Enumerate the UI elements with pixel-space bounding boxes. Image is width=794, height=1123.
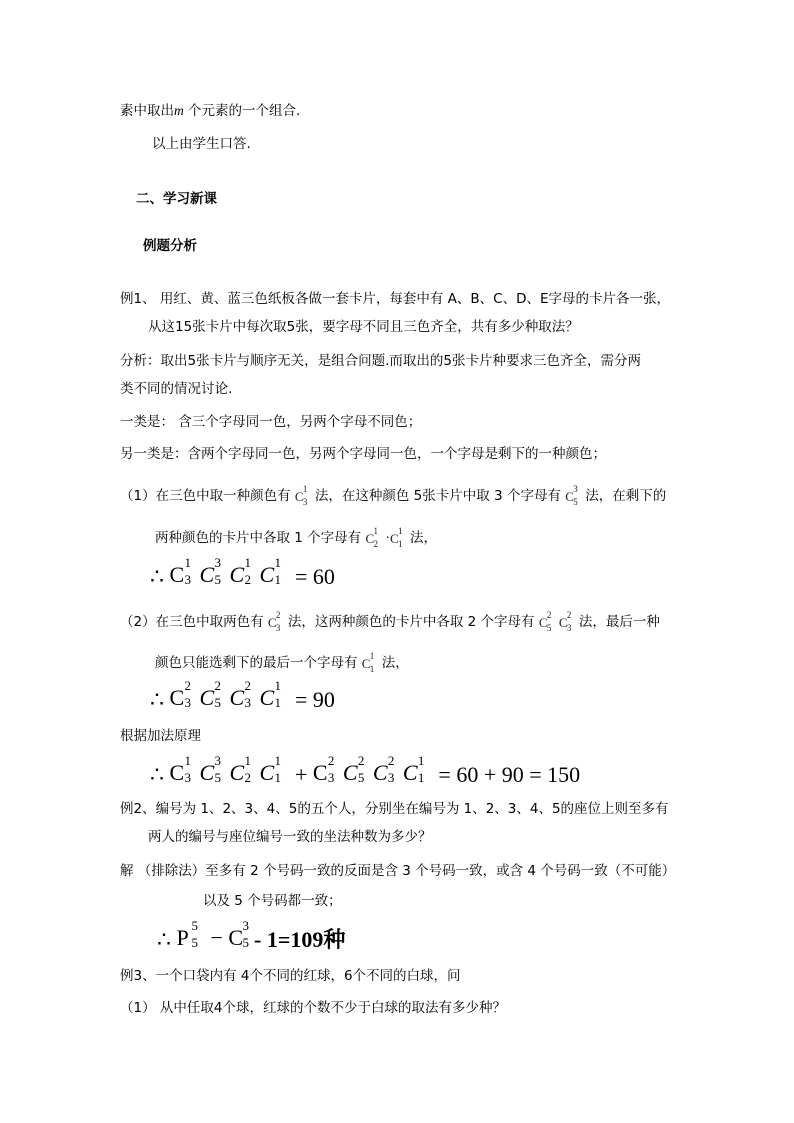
math-symbol: C (267, 615, 277, 630)
case-2-line-2 (155, 653, 409, 672)
math-operator: + (295, 762, 308, 787)
math-sup: 1 (184, 753, 191, 768)
math-sub: 3 (327, 770, 335, 785)
math-symbol: C (294, 489, 304, 504)
math-sub: 3 (184, 695, 191, 710)
text-fragment: 法，最后一种 (578, 614, 660, 630)
formula-1 (150, 555, 335, 590)
question-1: （1） 从中任取4个球，红球的个数不少于白球的取法有多少种？ (120, 1000, 506, 1016)
math-symbol: C (342, 760, 358, 785)
math-sub: 2 (244, 572, 251, 587)
math-sub: 3 (302, 497, 308, 507)
text-fragment: 法，在这种颜色 5张卡片中取 3 个字母有 (314, 488, 561, 504)
math-sub: 1 (397, 539, 403, 549)
math-sub: 5 (242, 935, 249, 950)
math-sub: 5 (214, 572, 221, 587)
math-combination (267, 610, 288, 633)
math-result: = 60 + 90 = 150 (438, 762, 581, 787)
formula-4 (157, 918, 346, 954)
text-fragment: 两种颜色的卡片中各取 1 个字母有 (155, 530, 362, 546)
math-sup: 2 (214, 678, 221, 693)
math-sub: 1 (274, 770, 281, 785)
math-combination (294, 484, 315, 507)
math-sub: 1 (274, 695, 281, 710)
math-term: − C (210, 925, 244, 950)
analysis-line-2: 类不同的情况讨论. (120, 381, 233, 397)
sub-heading: 例题分析 (143, 238, 197, 254)
math-sup: 1 (184, 555, 191, 570)
math-sub: 3 (275, 623, 281, 633)
math-symbol: P (176, 925, 189, 950)
example-2-line-2: 两人的编号与座位编号一致的坐法种数为多少？ (148, 829, 432, 845)
math-sup: 1 (373, 526, 378, 536)
math-combination (389, 526, 410, 549)
text-line (120, 102, 300, 120)
math-result: - 1=109种 (254, 927, 346, 952)
math-sup: 5 (191, 918, 198, 933)
formula-2 (150, 678, 335, 713)
math-sub: 1 (369, 664, 375, 674)
math-sup: 2 (357, 753, 365, 768)
math-result: = 90 (295, 687, 335, 712)
math-sup: 3 (214, 555, 221, 570)
math-sub: 5 (573, 497, 578, 507)
math-symbol: C (389, 531, 399, 546)
section-heading: 二、学习新课 (136, 191, 217, 207)
math-sub: 3 (184, 770, 191, 785)
therefore-symbol: ∴ (150, 564, 164, 589)
math-sup: 1 (274, 753, 281, 768)
example-1-line-1: 例1、 用红、黄、蓝三色纸板各做一套卡片，每套中有 A、B、C、D、E字母的卡片各一张， (120, 291, 671, 307)
math-symbol: C (199, 760, 215, 785)
case-1-line-2: 两种颜色的卡片中各取 1 个字母有 C 1 2 · C 1 1 法， (155, 528, 437, 547)
math-combination (361, 651, 382, 674)
math-result: = 60 (295, 564, 335, 589)
math-sub: 5 (357, 770, 365, 785)
math-sup: 2 (327, 753, 335, 768)
math-sub: 3 (244, 695, 251, 710)
math-sup: 1 (244, 555, 251, 570)
math-symbol: C (361, 656, 371, 671)
math-symbol: C (169, 685, 185, 710)
math-sup: 1 (302, 484, 308, 494)
case-2-line-1 (120, 612, 660, 631)
math-sup: 1 (274, 555, 281, 570)
math-symbol: C (402, 760, 418, 785)
analysis-line-1: 分析：取出5张卡片与顺序无关，是组合问题.而取出的5张卡片种要求三色齐全，需分两 (120, 353, 641, 369)
math-sup: 1 (417, 753, 425, 768)
solution-line-1: 解 （排除法）至多有 2 个号码一致的反面是含 3 个号码一致，或含 4 个号码一致（不可能） (120, 863, 676, 879)
math-symbol: C (538, 615, 548, 630)
math-symbol: C (169, 562, 185, 587)
math-sub: 5 (191, 935, 198, 950)
math-combination (558, 610, 579, 633)
math-symbol: C (312, 760, 328, 785)
math-combination (365, 526, 385, 549)
math-symbol: C (365, 531, 375, 546)
math-sub: 3 (387, 770, 395, 785)
addition-principle-label: 根据加法原理 (120, 728, 201, 744)
math-symbol: C (558, 615, 568, 630)
math-sub: 1 (417, 770, 425, 785)
therefore-symbol: ∴ (150, 762, 164, 787)
math-symbol: C (259, 685, 275, 710)
math-sub: 3 (184, 572, 191, 587)
math-symbol: C (565, 489, 574, 504)
math-sup: 2 (275, 610, 281, 620)
example-3-line: 例3、一个口袋内有 4个不同的红球，6个不同的白球，问 (120, 968, 461, 984)
math-sup: 1 (274, 678, 281, 693)
math-symbol: C (372, 760, 388, 785)
formula-3 (150, 753, 581, 788)
example-2-line-1: 例2、编号为 1、2、3、4、5的五个人，分别坐在编号为 1、2、3、4、5的座位上则至多有 (120, 801, 669, 817)
text-fragment: 法， (381, 655, 409, 671)
text-fragment: 素中取出 (120, 103, 174, 119)
math-sup: 3 (573, 484, 578, 494)
math-sub: 2 (244, 770, 251, 785)
math-sub: 2 (373, 539, 378, 549)
text-fragment: 法，在剩下的 (585, 488, 667, 504)
math-combination (565, 484, 585, 507)
math-sup: 1 (397, 526, 403, 536)
case-type-1: 一类是： 含三个字母同一色，另两个字母不同色； (120, 414, 422, 430)
math-sup: 2 (244, 678, 251, 693)
math-sup: 1 (244, 753, 251, 768)
example-1-line-2: 从这15张卡片中每次取5张，要字母不同且三色齐全，共有多少种取法？ (148, 319, 579, 335)
math-symbol: C (259, 760, 275, 785)
text-fragment: （2）在三色中取两色有 (120, 614, 264, 630)
math-symbol: C (199, 685, 215, 710)
math-sup: 3 (242, 918, 249, 933)
math-symbol: C (259, 562, 275, 587)
text-fragment: 个元素的一个组合. (183, 103, 301, 119)
math-sup: 1 (369, 651, 375, 661)
text-fragment: 法，这两种颜色的卡片中各取 2 个字母有 (287, 614, 535, 630)
math-sub: 5 (214, 695, 221, 710)
math-sup: 2 (546, 610, 552, 620)
math-sub: 5 (546, 623, 552, 633)
math-combination (538, 610, 559, 633)
text-fragment: （1）在三色中取一种颜色有 (120, 488, 291, 504)
text-line: 以上由学生口答. (152, 136, 251, 152)
math-symbol: C (229, 760, 245, 785)
therefore-symbol: ∴ (157, 927, 171, 952)
case-1-line-1 (120, 486, 666, 505)
therefore-symbol: ∴ (150, 687, 164, 712)
solution-line-2: 以及 5 个号码都一致； (203, 893, 342, 909)
math-sub: 1 (274, 572, 281, 587)
math-symbol: C (229, 685, 245, 710)
math-sup: 2 (387, 753, 395, 768)
math-sub: 5 (214, 770, 221, 785)
text-fragment: 颜色只能选剩下的最后一个字母有 (155, 655, 358, 671)
math-symbol: C (229, 562, 245, 587)
math-variable: m (174, 103, 184, 118)
math-sup: 3 (214, 753, 221, 768)
math-sup: 2 (566, 610, 572, 620)
math-symbol: C (199, 562, 215, 587)
math-symbol: C (169, 760, 185, 785)
math-sub: 3 (566, 623, 572, 633)
math-sup: 2 (184, 678, 191, 693)
case-type-2: 另一类是：含两个字母同一色，另两个字母同一色，一个字母是剩下的一种颜色； (120, 446, 606, 462)
text-fragment: 法， (409, 530, 437, 546)
